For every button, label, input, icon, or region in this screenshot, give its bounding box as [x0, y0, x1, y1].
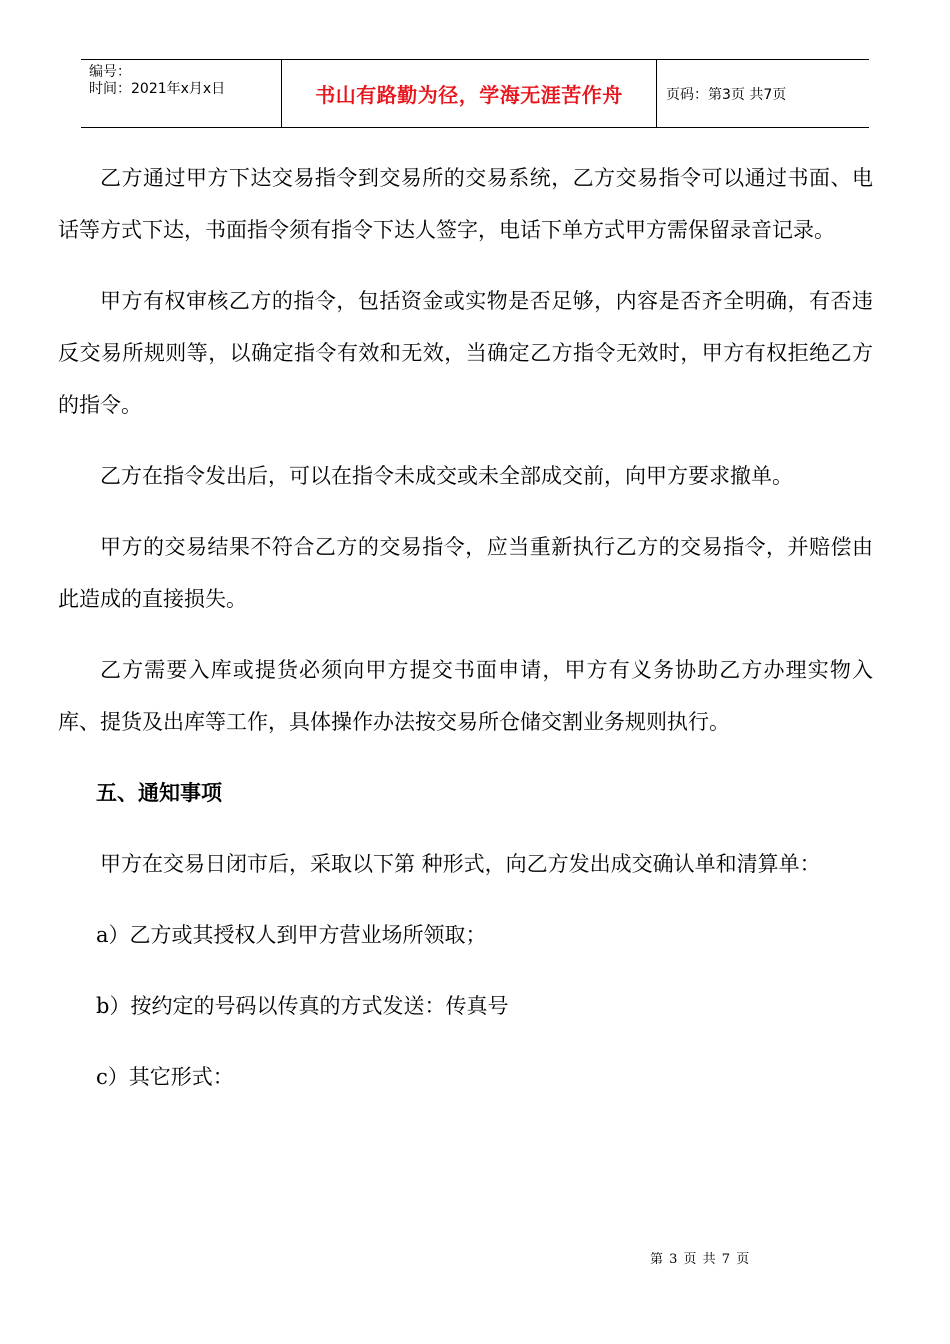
body-paragraph: 甲方的交易结果不符合乙方的交易指令，应当重新执行乙方的交易指令，并赔偿由此造成的直接损失。	[58, 535, 873, 611]
header-divider	[656, 60, 657, 127]
header-meta	[89, 64, 225, 98]
option-item: b）按约定的号码以传真的方式发送：传真号	[96, 994, 509, 1018]
option-item: a）乙方或其授权人到甲方营业场所领取；	[96, 923, 487, 947]
header-motto: 书山有路勤为径，学海无涯苦作舟	[315, 83, 623, 107]
body-paragraph: 乙方通过甲方下达交易指令到交易所的交易系统，乙方交易指令可以通过书面、电话等方式下达，书面指令须有指令下达人签字，电话下单方式甲方需保留录音记录。	[58, 166, 873, 242]
notice-paragraph: 甲方在交易日闭市后，采取以下第 种形式，向乙方发出成交确认单和清算单：	[100, 852, 821, 876]
body-paragraph: 甲方有权审核乙方的指令，包括资金或实物是否足够，内容是否齐全明确，有否违反交易所规则等，以确定指令有效和无效，当确定乙方指令无效时，甲方有权拒绝乙方的指令。	[58, 289, 873, 417]
section-heading: 五、通知事项	[96, 780, 222, 805]
body-paragraph: 乙方在指令发出后，可以在指令未成交或未全部成交前，向甲方要求撤单。	[100, 464, 793, 488]
body-paragraph: 乙方需要入库或提货必须向甲方提交书面申请，甲方有义务协助乙方办理实物入库、提货及出库等工作，具体操作办法按交易所仓储交割业务规则执行。	[58, 658, 873, 734]
document-body	[58, 152, 873, 1122]
document-number-label: 编号：	[89, 64, 131, 80]
header-page-label: 页码：第3页 共7页	[666, 86, 787, 103]
page-footer: 第 3 页 共 7 页	[650, 1252, 751, 1267]
document-header	[81, 59, 869, 128]
option-item: c）其它形式：	[96, 1065, 234, 1089]
document-time-label: 时间：2021年x月x日	[89, 81, 226, 97]
